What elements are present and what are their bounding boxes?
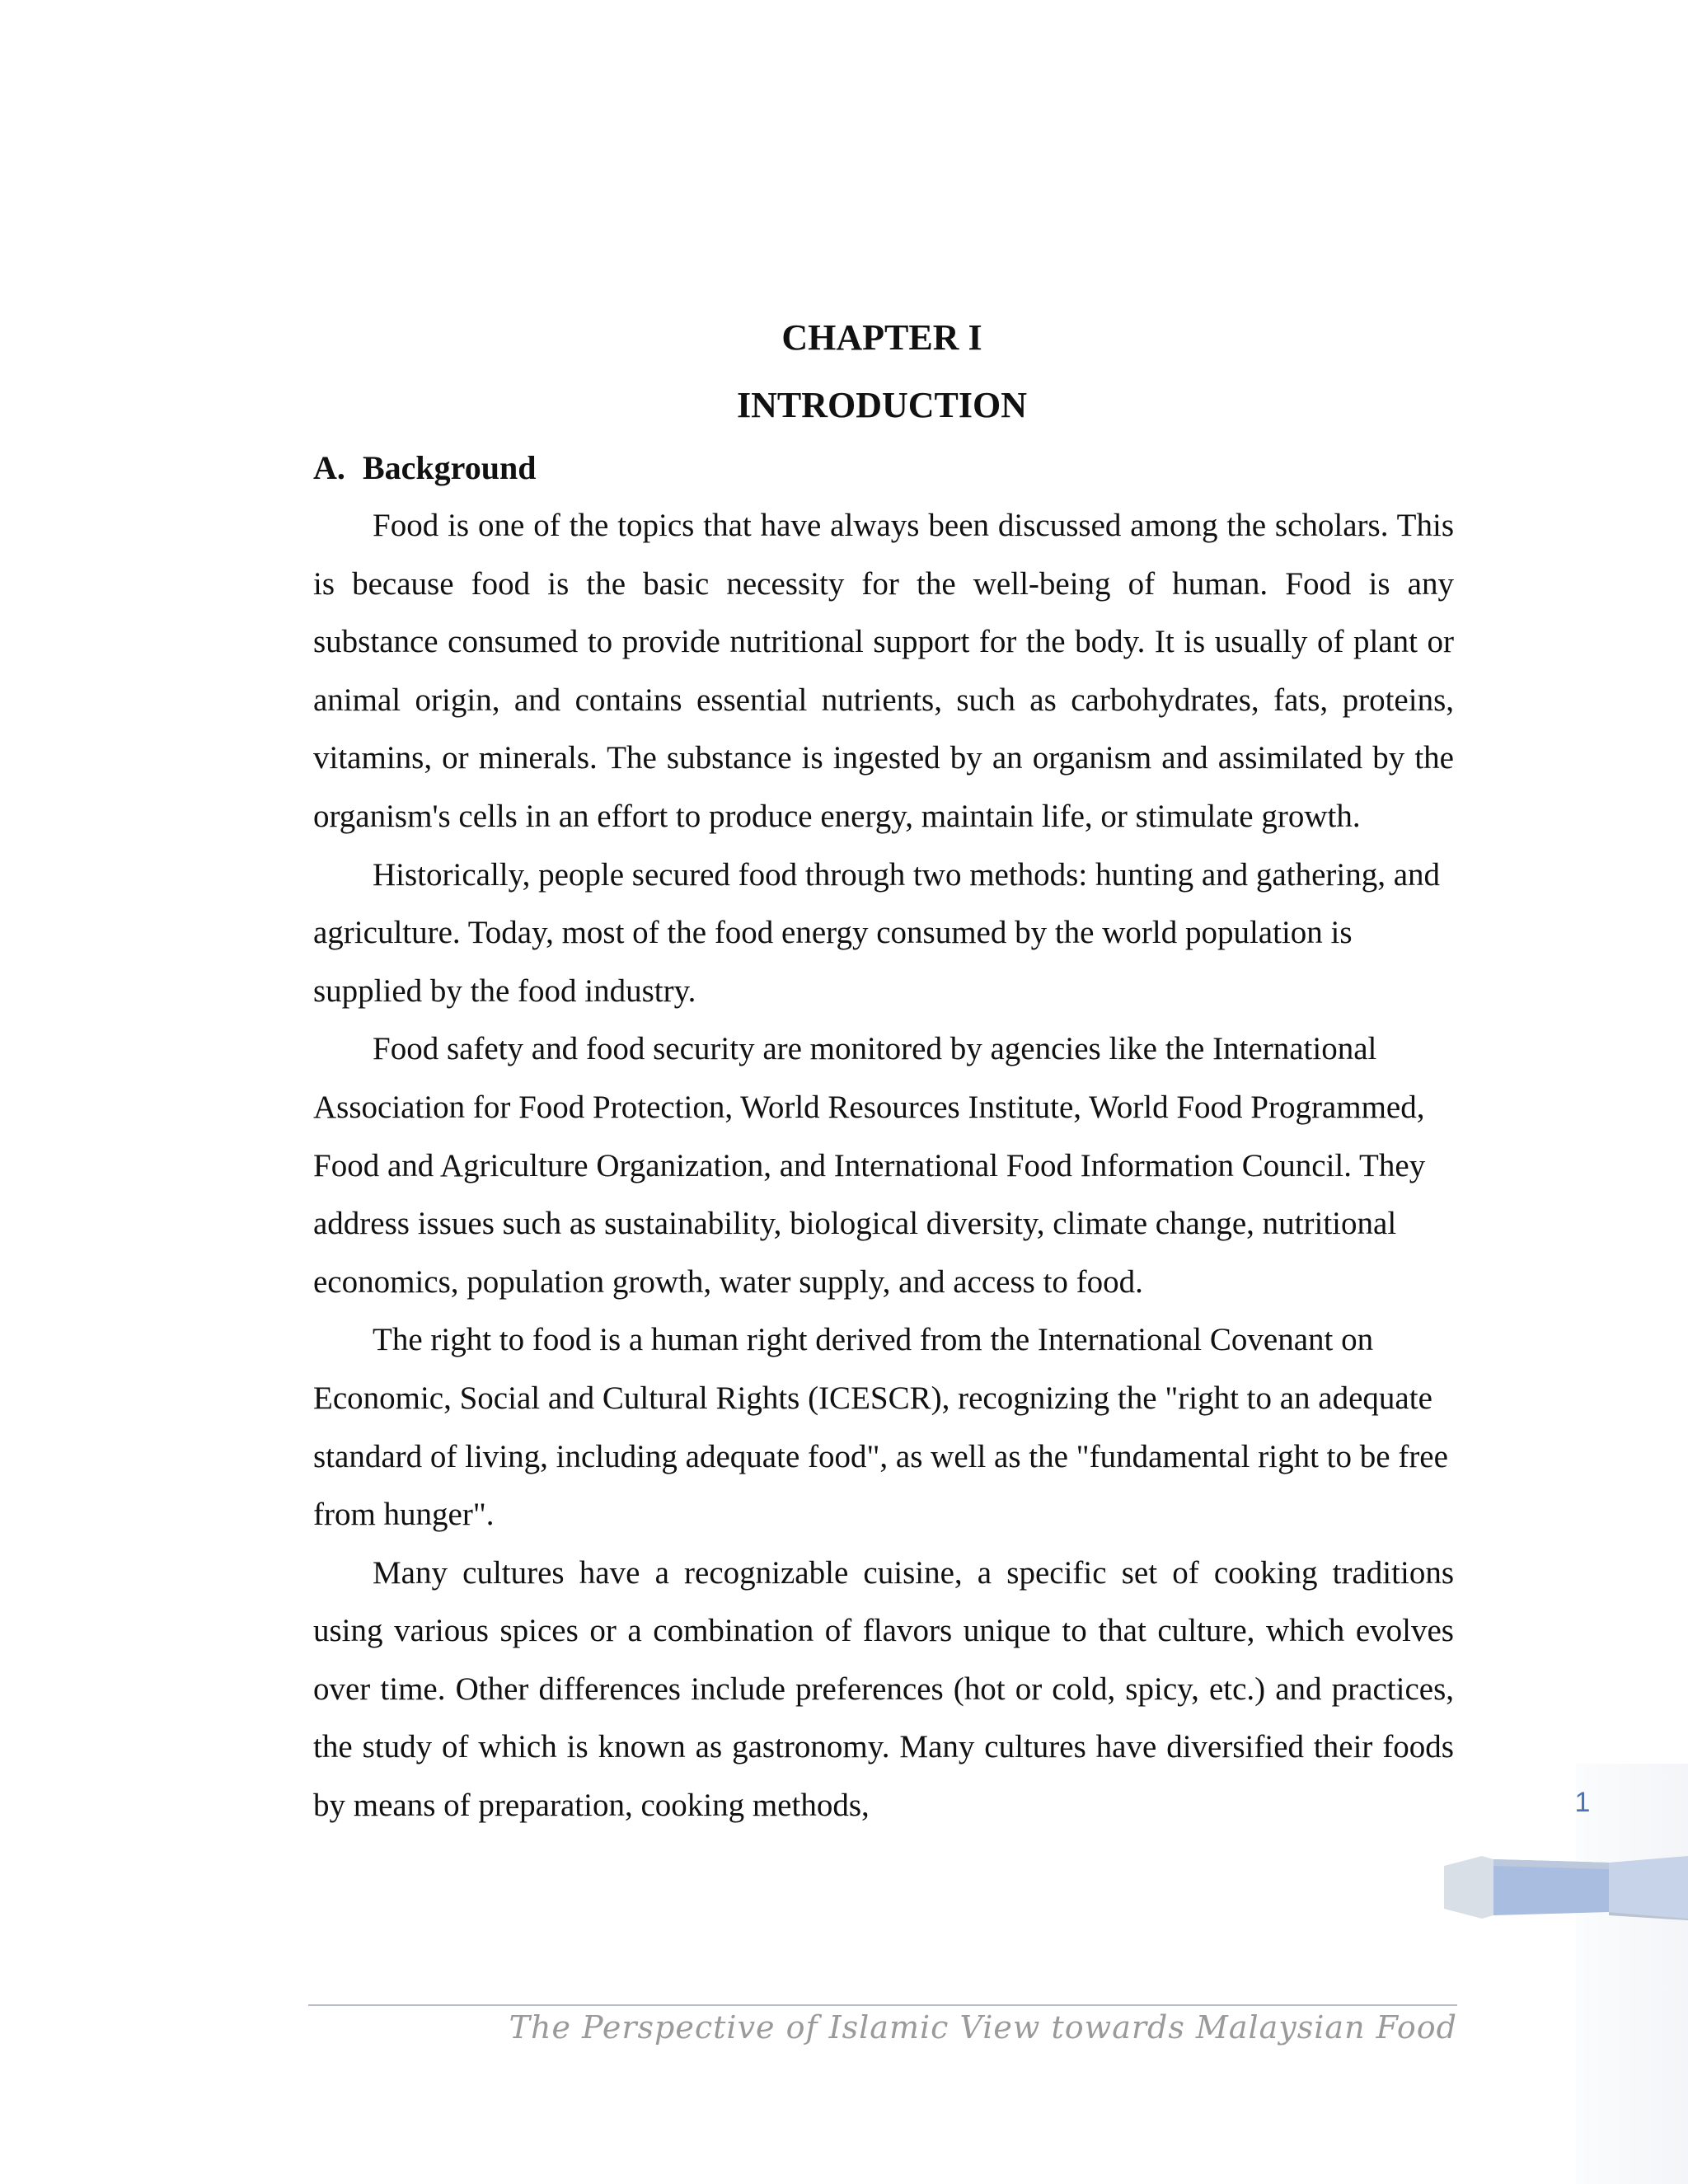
page-number: 1: [1574, 1787, 1591, 1818]
chapter-title: INTRODUCTION: [736, 385, 1028, 425]
footer-title: The Perspective of Islamic View towards Malaysian Food: [509, 2009, 1457, 2046]
body-text: [313, 497, 1454, 1835]
paragraph: Food safety and food security are monitored by agencies like the International Association for Food Protection, World Resources Institute, World Food Programmed, Food and Agriculture Organization, and International Food Information Council. They address issues such as sustainability, biological diversity, climate change, nutritional economics, population growth, water supply, and access to food.: [313, 1031, 1426, 1300]
page-ribbon-decoration: [1444, 1854, 1688, 1920]
paragraph: Food is one of the topics that have always been discussed among the scholars. This is because food is the basic necessity for the well-being of human. Food is any substance consumed to provide nutritional support for the body. It is usually of plant or animal origin, and contains essential nutrients, such as carbohydrates, fats, proteins, vitamins, or minerals. The substance is ingested by an organism and assimilated by the organism's cells in an effort to produce energy, maintain life, or stimulate growth.: [313, 508, 1454, 834]
section-heading: [313, 443, 536, 493]
margin-shade: [1576, 1764, 1688, 2184]
paragraph: Historically, people secured food through two methods: hunting and gathering, and agriculture. Today, most of the food energy consumed by the world population is supplied by the food industry.: [313, 856, 1441, 1009]
chapter-label: CHAPTER I: [781, 317, 982, 358]
section-number: A.: [313, 449, 345, 486]
section-title: Background: [363, 449, 537, 486]
paragraph: Many cultures have a recognizable cuisine, a specific set of cooking traditions using various spices or a combination of flavors unique to that culture, which evolves over time. Other differences include preferences (hot or cold, spicy, etc.) and practices, the study of which is known as gastronomy. Many cultures have diversified their foods by means of preparation, cooking methods,: [313, 1554, 1454, 1824]
paragraph: The right to food is a human right derived from the International Covenant on Economic, Social and Cultural Rights (ICESCR), recognizing the "right to an adequate standard of living, including adequate food", as well as the "fundamental right to be free from hunger".: [313, 1322, 1448, 1533]
